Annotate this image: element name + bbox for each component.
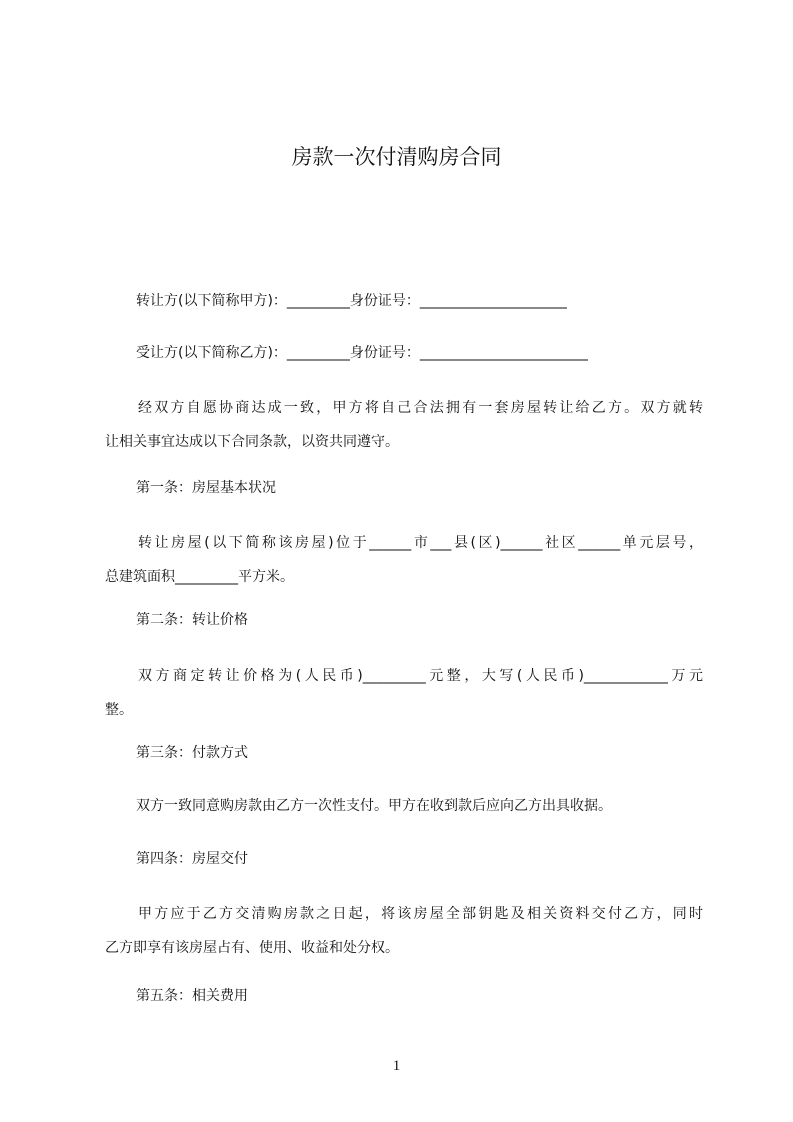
- article-1-line-1: 转让房屋(以下简称该房屋)位于______市___县(区)______社区______单元层号，: [138, 535, 703, 551]
- article-4-line-2: 乙方即享有该房屋占有、使用、收益和处分权。: [105, 940, 399, 956]
- article-4-heading: 第四条：房屋交付: [136, 851, 248, 867]
- article-1-line-2: 总建筑面积_________平方米。: [105, 569, 294, 585]
- article-2-line-2: 整。: [105, 702, 133, 718]
- article-3-body: 双方一致同意购房款由乙方一次性支付。甲方在收到款后应向乙方出具收据。: [136, 798, 612, 814]
- transferor-line: 转让方(以下简称甲方)：_________身份证号：_____________________: [136, 293, 567, 309]
- page-number: 1: [392, 1058, 401, 1074]
- article-4-line-1: 甲方应于乙方交清购房款之日起，将该房屋全部钥匙及相关资料交付乙方，同时: [138, 906, 703, 922]
- article-4-paragraph: [105, 897, 703, 965]
- article-2-paragraph: [105, 659, 703, 727]
- article-5-heading: 第五条：相关费用: [136, 988, 248, 1004]
- article-2-line-1: 双方商定转让价格为(人民币)_________元整，大写(人民币)____________万元: [138, 668, 703, 684]
- article-2-heading: 第二条：转让价格: [136, 612, 248, 628]
- article-1-paragraph: [105, 526, 703, 594]
- article-1-heading: 第一条：房屋基本状况: [136, 480, 276, 496]
- intro-line-2: 让相关事宜达成以下合同条款，以资共同遵守。: [105, 434, 399, 450]
- document-title: 房款一次付清购房合同: [291, 145, 502, 169]
- intro-line-1: 经双方自愿协商达成一致，甲方将自己合法拥有一套房屋转让给乙方。双方就转: [138, 400, 703, 416]
- article-3-heading: 第三条：付款方式: [136, 745, 248, 761]
- intro-paragraph: [105, 391, 703, 459]
- transferee-line: 受让方(以下简称乙方)：_________身份证号：________________________: [136, 345, 588, 361]
